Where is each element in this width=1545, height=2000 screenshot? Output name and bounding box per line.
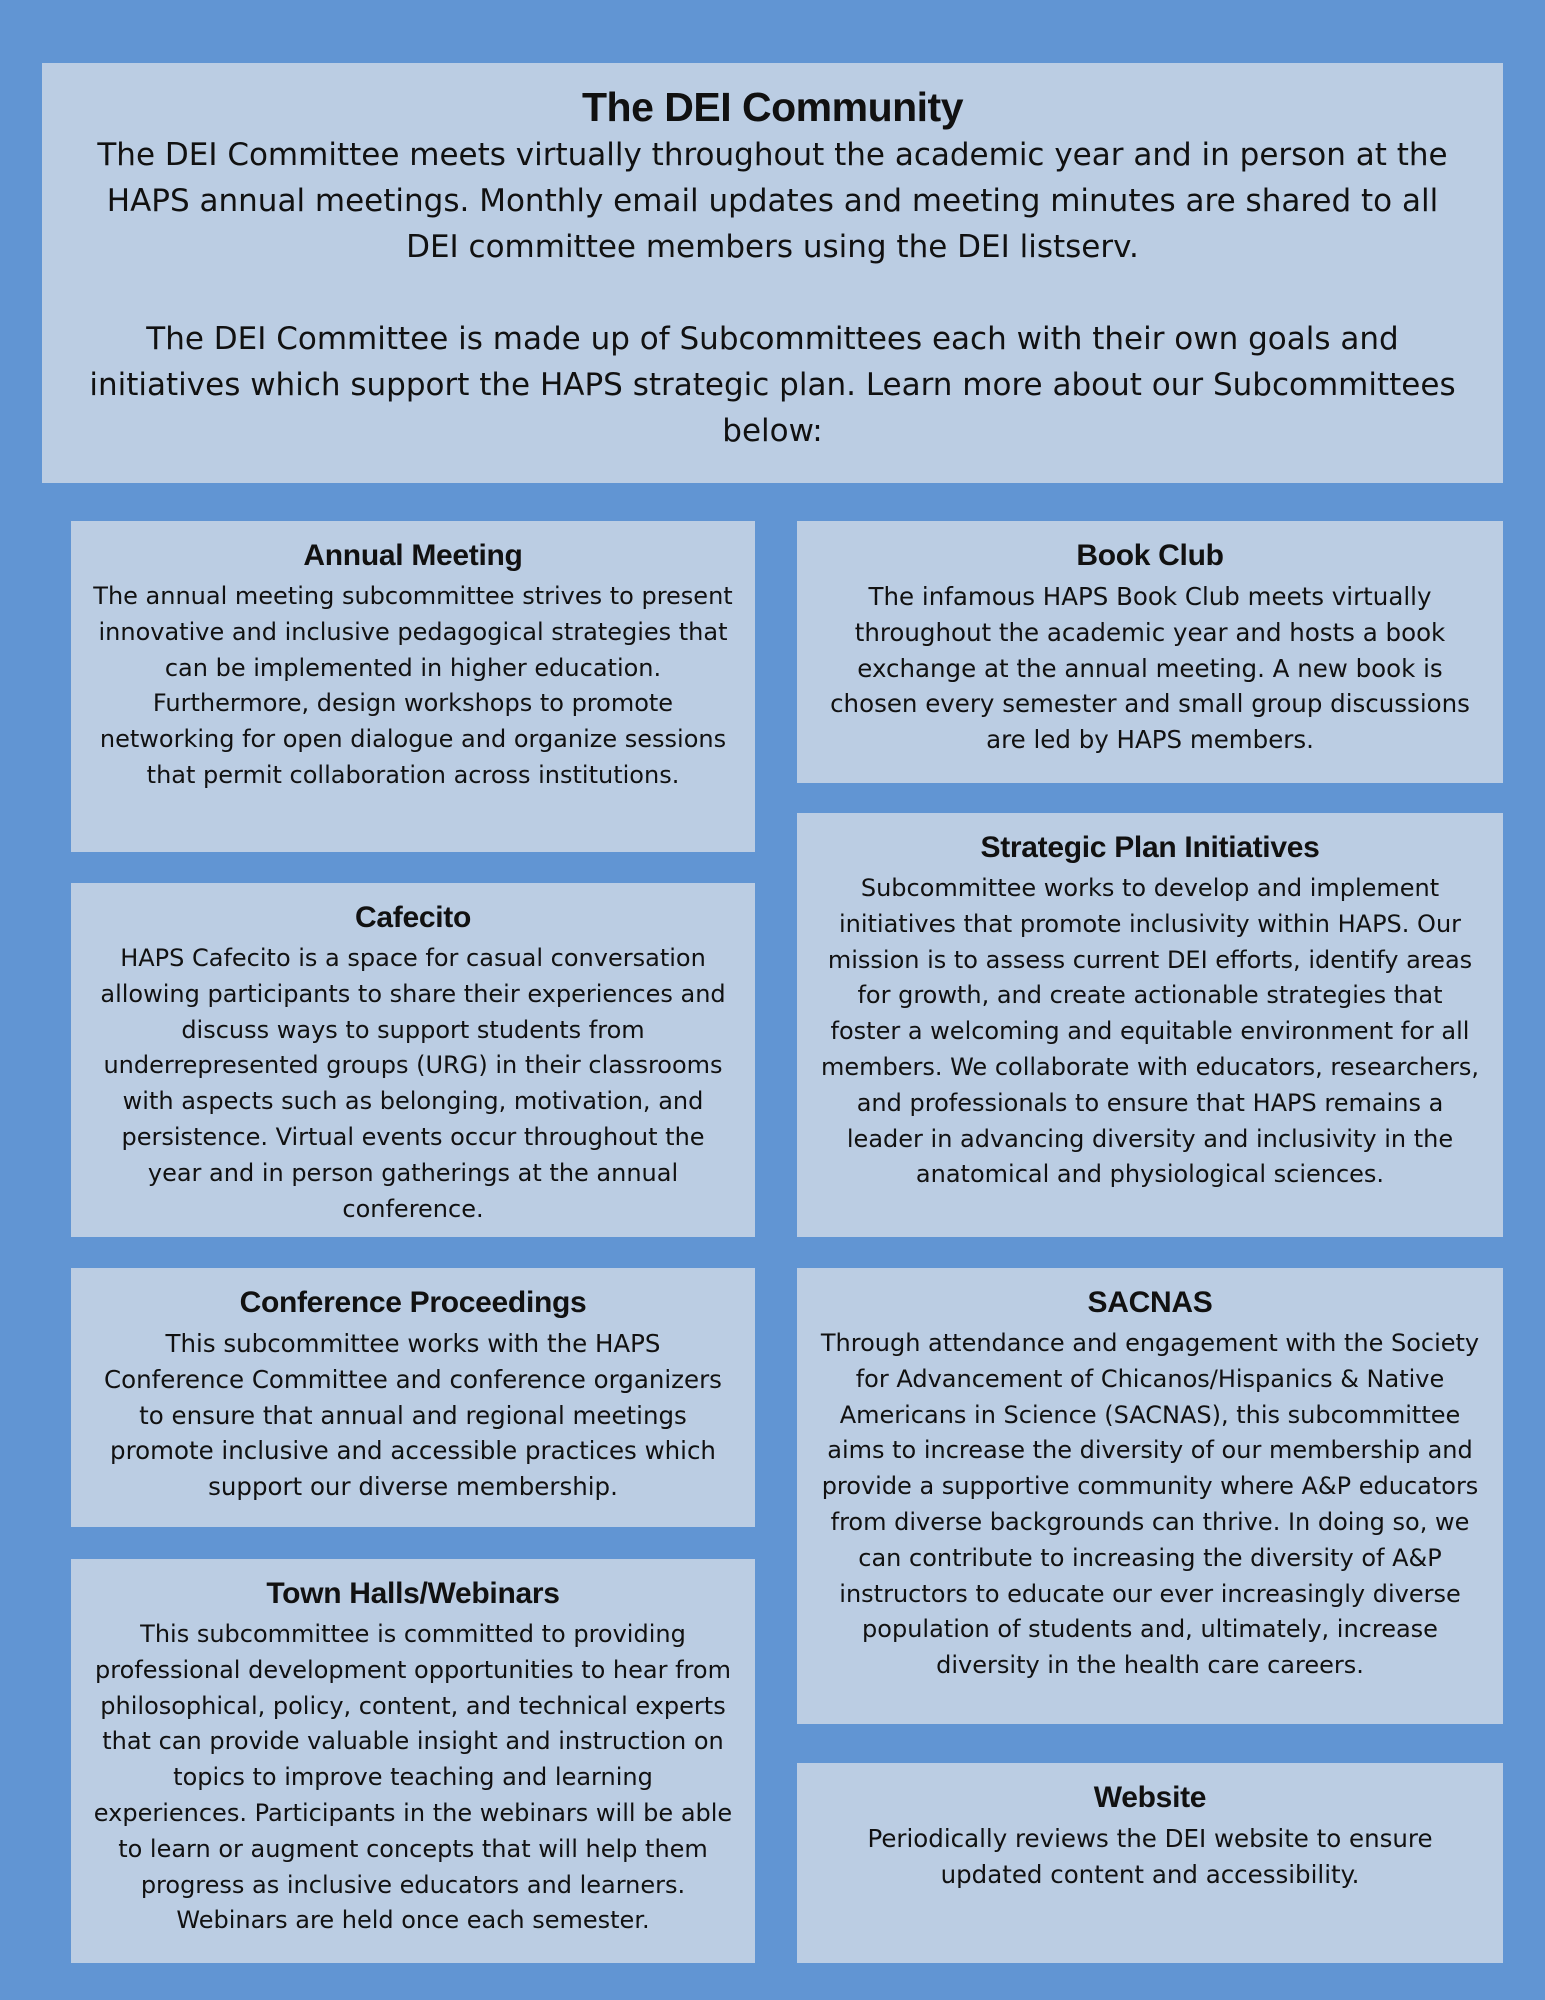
card-title: Strategic Plan Initiatives <box>980 831 1320 864</box>
page-title: The DEI Community <box>581 84 964 130</box>
card-town-halls-webinars <box>71 1559 755 1963</box>
card-title: Conference Proceedings <box>239 1286 587 1319</box>
card-body: Through attendance and engagement with the Society for Advancement of Chicanos/Hispanics & Native Americans in Science (SACNAS), this subcommittee aims to increase the diversity of our membership and provide a supportive community where A&P educators from diverse backgrounds can thrive. In doing so, we can contribute to increasing the diversity of A&P instructors to educate our ever increasingly diverse population of students and, ultimately, increase diversity in the health care careers. <box>820 1329 1480 1680</box>
card-title: SACNAS <box>1087 1286 1213 1319</box>
card-body: The annual meeting subcommittee strives to present innovative and inclusive pedagogical strategies that can be implemented in higher education. Furthermore, design workshops to promote networking for open dialogue and organize sessions that permit collaboration across institutions. <box>93 582 733 789</box>
card-title: Book Club <box>1076 539 1224 572</box>
card-body: Subcommittee works to develop and implement initiatives that promote inclusivity within HAPS. Our mission is to assess current DEI efforts, identify areas for growth, and create actionable strategies that foster a welcoming and equitable environment for all members. We collaborate with educators, researchers, and professionals to ensure that HAPS remains a leader in advancing diversity and inclusivity in the anatomical and physiological sciences. <box>820 874 1480 1189</box>
card-body: This subcommittee works with the HAPS Conference Committee and conference organizers to ensure that annual and regional meetings promote inclusive and accessible practices which support our diverse membership. <box>104 1329 722 1502</box>
intro-panel <box>42 63 1503 483</box>
card-body: This subcommittee is committed to providing professional development opportunities to hear from philosophical, policy, content, and technical experts that can provide valuable insight and instruction on topics to improve teaching and learning experiences. Participants in the webinars will be able to learn or augment concepts that will help them progress as inclusive educators and learners. Webinars are held once each semester. <box>93 1620 733 1935</box>
intro-paragraph-1: The DEI Committee meets virtually throughout the academic year and in person at the HAPS annual meetings. Monthly email updates and meeting minutes are shared to all DEI committee members using the DEI listserv. <box>97 137 1448 266</box>
card-body: Periodically reviews the DEI website to ensure updated content and accessibility. <box>867 1824 1433 1889</box>
card-website <box>797 1763 1503 1963</box>
intro-paragraph-2: The DEI Committee is made up of Subcommittees each with their own goals and initiatives which support the HAPS strategic plan. Learn more about our Subcommittees below: <box>89 321 1456 450</box>
card-body: The infamous HAPS Book Club meets virtually throughout the academic year and hosts a book exchange at the annual meeting. A new book is chosen every semester and small group discussions are led by HAPS members. <box>830 582 1470 755</box>
card-strategic-plan-initiatives <box>797 813 1503 1237</box>
card-conference-proceedings <box>71 1268 755 1527</box>
card-annual-meeting <box>71 521 755 852</box>
card-cafecito <box>71 883 755 1237</box>
card-body: HAPS Cafecito is a space for casual conversation allowing participants to share their experiences and discuss ways to support students from underrepresented groups (URG) in their classrooms with aspects such as belonging, motivation, and persistence. Virtual events occur throughout the year and in person gatherings at the annual conference. <box>100 944 726 1223</box>
card-title: Website <box>1093 1781 1207 1814</box>
card-book-club <box>797 521 1503 783</box>
card-title: Cafecito <box>355 901 471 934</box>
card-sacnas <box>797 1268 1503 1724</box>
card-title: Annual Meeting <box>303 539 523 572</box>
card-title: Town Halls/Webinars <box>266 1577 560 1610</box>
